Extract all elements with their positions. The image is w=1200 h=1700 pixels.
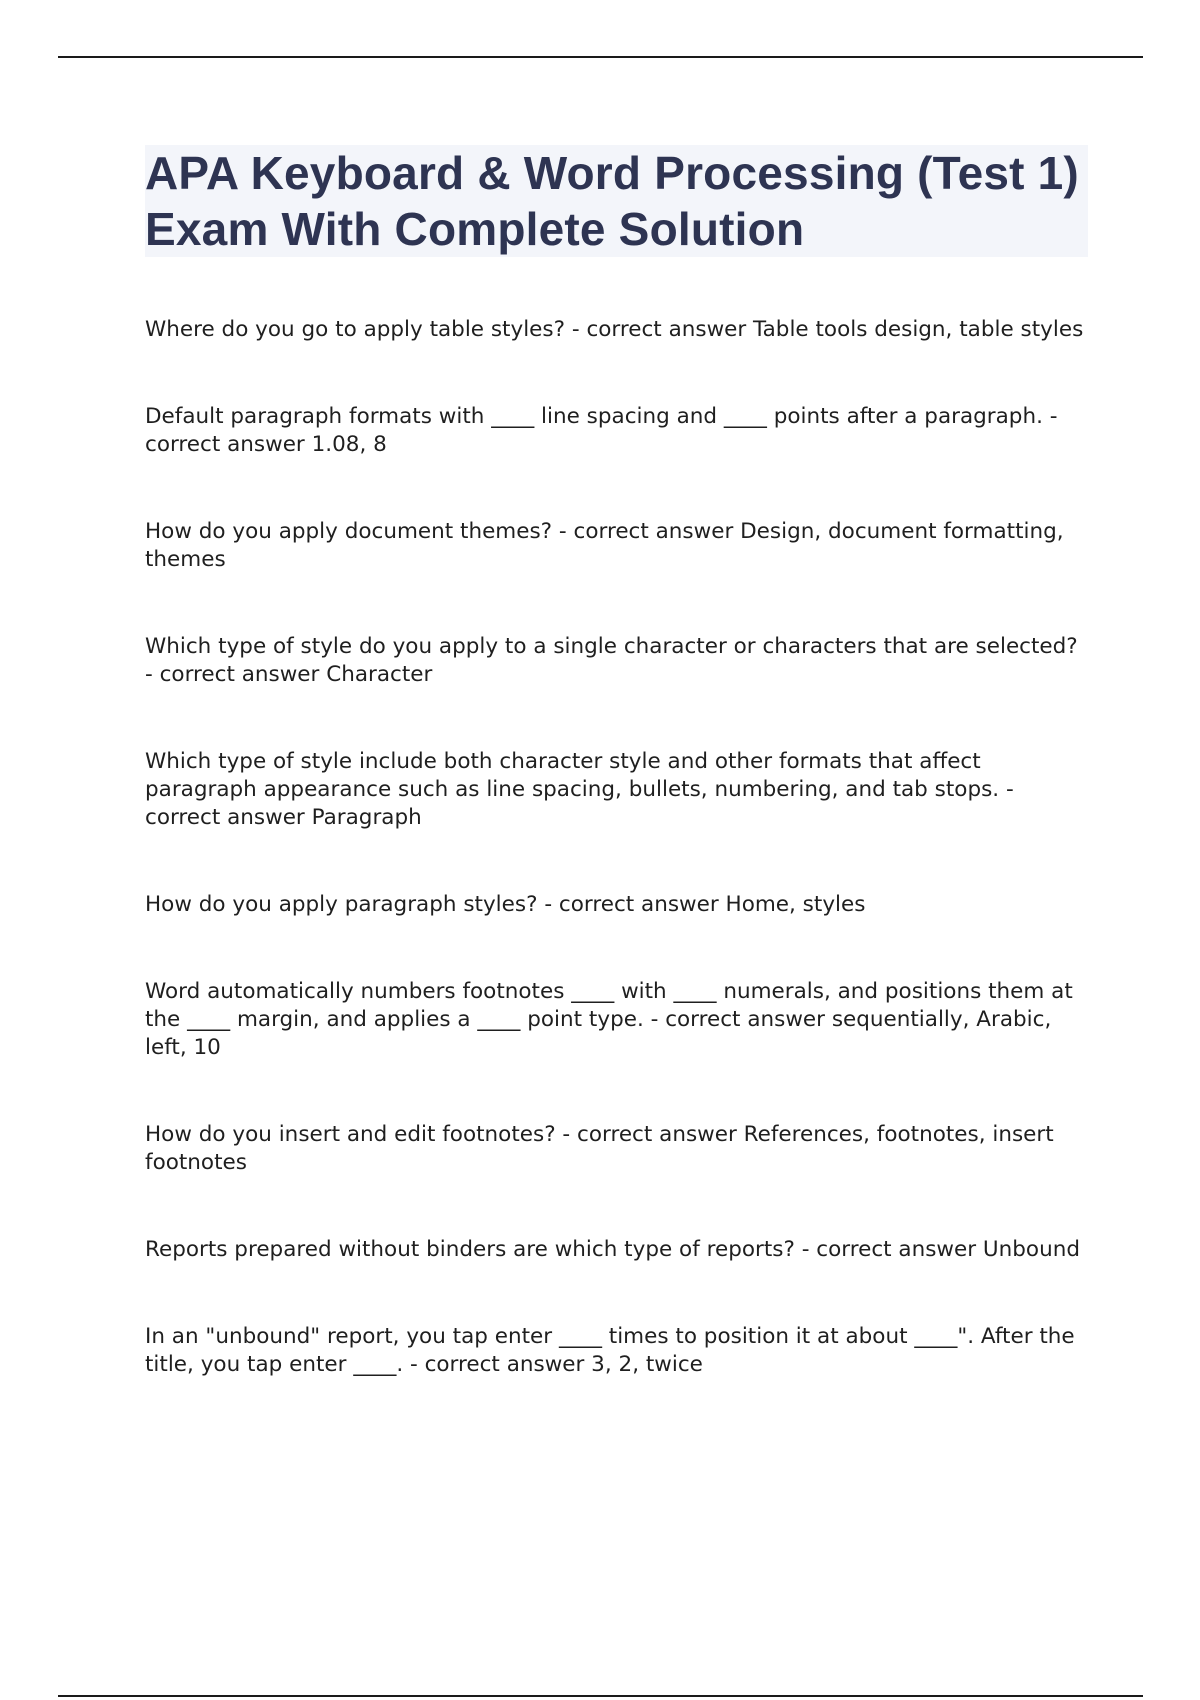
list-item: Which type of style include both character style and other formats that affect paragraph appearance such as line spacing, bullets, numbering, and tab stops. - correct answer Paragraph [145, 749, 1014, 830]
header-rule [58, 56, 1143, 58]
list-item: Which type of style do you apply to a single character or characters that are selected? - correct answer Character [145, 634, 1078, 687]
list-item: How do you apply document themes? - correct answer Design, document formatting, themes [145, 519, 1064, 572]
qa-list [145, 316, 1090, 1438]
list-item: How do you apply paragraph styles? - correct answer Home, styles [145, 892, 866, 917]
page-title: APA Keyboard & Word Processing (Test 1) Exam With Complete Solution [145, 147, 1079, 255]
list-item: Default paragraph formats with ____ line spacing and ____ points after a paragraph. - correct answer 1.08, 8 [145, 404, 1058, 457]
list-item: Word automatically numbers footnotes ____ with ____ numerals, and positions them at the ____ margin, and applies a ____ point type. - correct answer sequentially, Arabic, left, 10 [145, 979, 1073, 1060]
list-item: In an "unbound" report, you tap enter ____ times to position it at about ____". After the title, you tap enter ____. - correct answer 3, 2, twice [145, 1324, 1075, 1377]
list-item: Where do you go to apply table styles? - correct answer Table tools design, table styles [145, 317, 1084, 342]
list-item: How do you insert and edit footnotes? - correct answer References, footnotes, insert footnotes [145, 1122, 1054, 1175]
title-block [145, 145, 1088, 257]
footer-rule [58, 1695, 1143, 1697]
list-item: Reports prepared without binders are which type of reports? - correct answer Unbound [145, 1237, 1080, 1262]
